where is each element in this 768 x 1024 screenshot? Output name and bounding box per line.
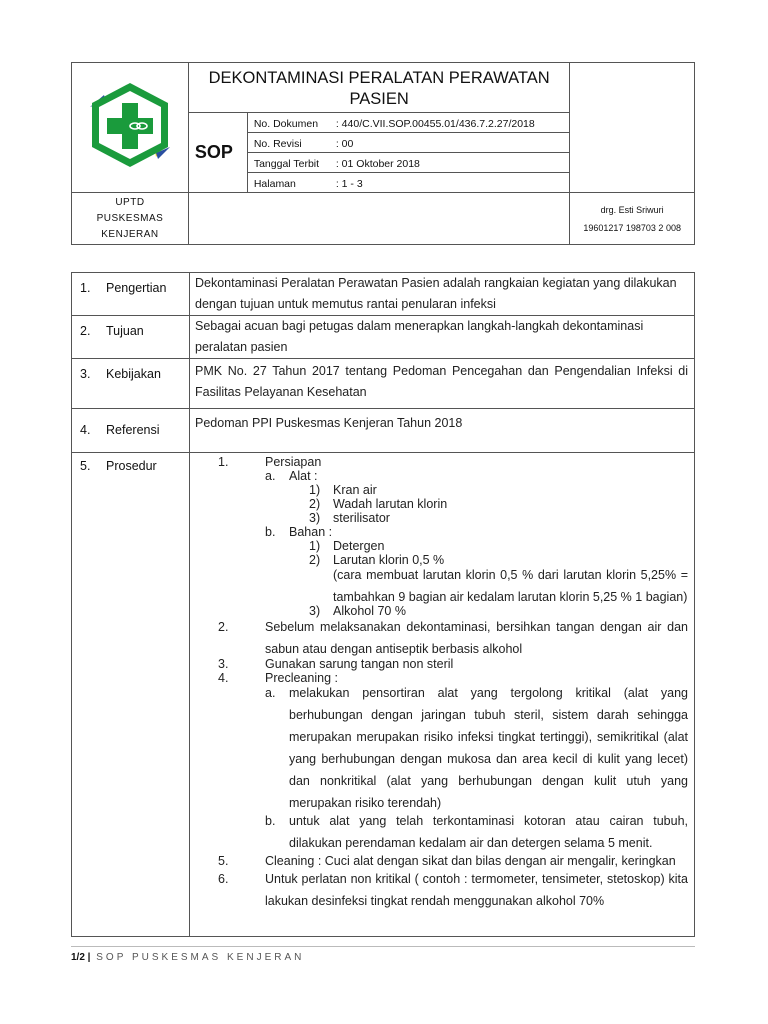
footer-page-number: 1/2 |: [71, 952, 91, 963]
procedure-step-1b: b. Bahan :: [265, 525, 333, 539]
meta-key: No. Dokumen: [253, 118, 319, 130]
meta-value: : 00: [335, 138, 354, 150]
section-label-pengertian: [72, 273, 190, 316]
logo-cell: [72, 63, 189, 193]
footer-text: SOP PUSKESMAS KENJERAN: [96, 952, 305, 963]
section-label-prosedur: [72, 453, 190, 937]
section-label: Prosedur: [106, 459, 157, 473]
meta-row-issue-date: [247, 153, 570, 173]
procedure-step-1b1: 1) Detergen: [309, 539, 385, 553]
procedure-step-1a1: 1) Kran air: [309, 483, 377, 497]
section-label-referensi: [72, 409, 190, 453]
procedure-step-2: 2. Sebelum melaksanakan dekontaminasi, bersihkan tangan dengan air dan sabun atau dengan antiseptik berbasis alkohol: [218, 620, 688, 656]
meta-key: No. Revisi: [253, 138, 302, 150]
procedure-step-6: 6. Untuk perlatan non kritikal ( contoh : termometer, tensimeter, stetoskop) kita lakukan desinfeksi tingkat rendah menggunakan alkohol 70%: [218, 872, 688, 908]
meta-value: : 440/C.VII.SOP.00455.01/436.7.2.27/2018: [335, 118, 535, 130]
puskesmas-logo-icon: [82, 79, 178, 171]
procedure-step-4: 4. Precleaning :: [218, 671, 338, 685]
procedure-step-1b2-note: (cara membuat larutan klorin 0,5 % dari larutan klorin 5,25% = tambahkan 9 bagian air kedalam larutan klorin 5,25 % 1 bagian): [333, 568, 688, 604]
section-number: 4.: [80, 423, 91, 437]
blank-signature-space: [188, 193, 569, 245]
section-text-referensi: Pedoman PPI Puskesmas Kenjeran Tahun 2018: [190, 409, 695, 453]
procedure-step-1b3: 3) Alkohol 70 %: [309, 604, 406, 618]
section-text-pengertian: Dekontaminasi Peralatan Perawatan Pasien adalah rangkaian kegiatan yang dilakukan dengan tujuan untuk memutus rantai penularan infeksi: [190, 273, 695, 316]
meta-row-document-number: [247, 113, 570, 133]
section-label: Pengertian: [106, 281, 167, 295]
sop-header-table: [71, 62, 695, 245]
section-number: 3.: [80, 367, 91, 381]
signatory-nip: 19601217 198703 2 008: [583, 222, 681, 233]
organization-name: [72, 193, 189, 245]
section-label-kebijakan: [72, 359, 190, 409]
section-number: 5.: [80, 459, 91, 473]
procedure-list: [190, 453, 695, 937]
section-label: Referensi: [106, 423, 160, 437]
org-line: PUSKESMAS: [96, 212, 164, 224]
sop-content-table: [71, 272, 695, 937]
meta-row-pages: [247, 173, 570, 193]
meta-key: Tanggal Terbit: [253, 158, 320, 170]
procedure-step-1: 1. Persiapan: [218, 455, 322, 469]
footer-divider: [71, 946, 695, 947]
blank-right-cell: [570, 63, 695, 193]
sop-label: SOP: [188, 113, 247, 193]
section-number: 2.: [80, 324, 91, 338]
page-footer: [71, 952, 304, 963]
section-text-tujuan: Sebagai acuan bagi petugas dalam menerapkan langkah-langkah dekontaminasi peralatan pasien: [190, 316, 695, 359]
procedure-step-1a2: 2) Wadah larutan klorin: [309, 497, 448, 511]
meta-value: : 01 Oktober 2018: [335, 158, 420, 170]
org-line: KENJERAN: [101, 228, 159, 240]
meta-key: Halaman: [253, 178, 296, 190]
section-label: Kebijakan: [106, 367, 161, 381]
document-title: DEKONTAMINASI PERALATAN PERAWATAN PASIEN: [188, 63, 569, 113]
section-label-tujuan: [72, 316, 190, 359]
procedure-step-3: 3. Gunakan sarung tangan non steril: [218, 657, 454, 671]
procedure-step-1b2: 2) Larutan klorin 0,5 %: [309, 553, 445, 567]
section-number: 1.: [80, 281, 91, 295]
org-line: UPTD: [115, 196, 145, 208]
procedure-step-5: 5. Cleaning : Cuci alat dengan sikat dan bilas dengan air mengalir, keringkan: [218, 854, 676, 868]
procedure-step-4a: a. melakukan pensortiran alat yang tergolong kritikal (alat yang berhubungan dengan jaringan tubuh steril, sistem darah sehingga merupakan merupakan risiko infeksi tingkat tertinggi), semikritikal (alat yang berhubungan dengan mukosa dan area kecil di kulit yang lecet) dan nonkritikal (alat yang berhubungan dengan kulit utuh yang merupakan risiko terendah): [265, 686, 688, 810]
section-text-kebijakan: PMK No. 27 Tahun 2017 tentang Pedoman Pencegahan dan Pengendalian Infeksi di Fasilitas Pelayanan Kesehatan: [190, 359, 695, 409]
procedure-step-1a3: 3) sterilisator: [309, 511, 390, 525]
signatory-name: drg. Esti Sriwuri: [600, 204, 664, 215]
signatory: [570, 193, 695, 245]
meta-value: : 1 - 3: [335, 178, 363, 190]
procedure-step-4b: b. untuk alat yang telah terkontaminasi kotoran atau cairan tubuh, dilakukan perendaman kedalam air dan detergen selama 5 menit.: [265, 814, 688, 850]
procedure-step-1a: a. Alat :: [265, 469, 318, 483]
section-label: Tujuan: [106, 324, 144, 338]
meta-row-revision: [247, 133, 570, 153]
